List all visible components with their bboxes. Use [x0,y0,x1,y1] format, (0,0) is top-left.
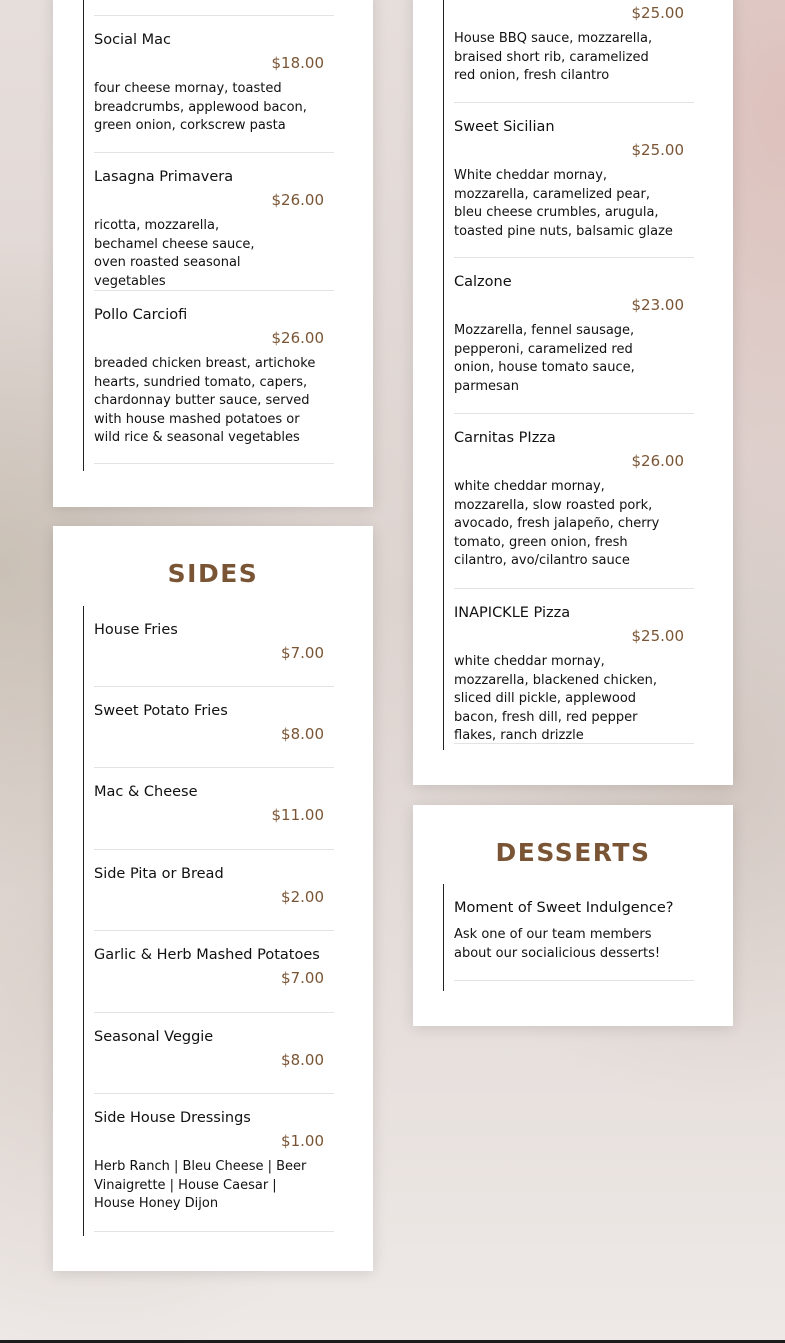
menu-item-name: Carnitas PIzza [454,430,556,446]
menu-item-list [443,0,694,750]
menu-item-name: Pollo Carciofi [94,307,188,323]
menu-item-price: $23.00 [631,296,684,314]
desserts-menu-card [413,805,733,1026]
menu-item-description: Ask one of our team members about our socialicious desserts! [454,927,661,961]
menu-item-description: white cheddar mornay, mozzarella, blackened chicken, sliced dill pickle, applewood bacon, fresh dill, red pepper flakes, ranch drizzle [454,654,657,744]
menu-item-name: Lasagna Primavera [94,169,234,185]
menu-item-list [83,606,334,1236]
menu-item-price: $26.00 [271,329,324,347]
menu-item-name: INAPICKLE Pizza [454,605,571,621]
menu-item-name: Calzone [454,274,512,290]
menu-item-price: $1.00 [281,1132,324,1150]
menu-item-description: Herb Ranch | Bleu Cheese | Beer Vinaigrette | House Caesar | House Honey Dijon [94,1159,307,1212]
menu-item-name: Mac & Cheese [94,784,198,800]
menu-item [454,103,694,258]
sides-menu-card [53,526,373,1271]
section-title: SIDES [167,559,259,588]
menu-item [454,258,694,414]
menu-item [94,687,334,768]
menu-item-list [83,0,334,471]
menu-item-list [443,884,694,991]
menu-item-name: Sweet Potato Fries [94,703,228,719]
menu-item-description: white cheddar mornay, mozzarella, slow roasted pork, avocado, fresh jalapeño, cherry tomato, green onion, fresh cilantro, avo/cilantro sauce [454,479,660,569]
menu-item-name: Sweet Sicilian [454,119,555,135]
menu-item [94,291,334,464]
menu-item [94,606,334,687]
menu-item-name: House Fries [94,622,178,638]
menu-item [94,0,334,16]
menu-item-name: Seasonal Veggie [94,1029,214,1045]
mains-menu-card [53,0,373,507]
menu-item-name: Moment of Sweet Indulgence? [454,900,674,916]
menu-item-name: Side Pita or Bread [94,866,224,882]
pizza-menu-card [413,0,733,785]
menu-item [454,0,694,103]
menu-item-description: House BBQ sauce, mozzarella, braised short rib, caramelized red onion, fresh cilantro [454,31,653,84]
menu-item [454,414,694,589]
section-title: DESSERTS [495,838,651,867]
menu-item-description: breaded chicken breast, artichoke hearts, sundried tomato, capers, chardonnay butter sauce, served with house mashed potatoes or wild rice & seasonal vegetables [94,356,316,446]
menu-item-description: ricotta, mozzarella, bechamel cheese sauce, oven roasted seasonal vegetables [94,218,255,289]
menu-item-price: $2.00 [281,888,324,906]
menu-item-price: $8.00 [281,725,324,743]
menu-item-price: $7.00 [281,969,324,987]
menu-item-price: $26.00 [271,191,324,209]
menu-item [94,16,334,153]
menu-item [454,589,694,744]
menu-item-description: White cheddar mornay, mozzarella, caramelized pear, bleu cheese crumbles, arugula, toasted pine nuts, balsamic glaze [454,168,673,239]
menu-item-description: Mozzarella, fennel sausage, pepperoni, caramelized red onion, house tomato sauce, parmesan [454,323,635,394]
menu-item [454,884,694,981]
menu-item [94,931,334,1013]
menu-item [94,153,334,291]
menu-item [94,1094,334,1232]
menu-item [94,768,334,850]
menu-item-price: $8.00 [281,1051,324,1069]
menu-item-description: four cheese mornay, toasted breadcrumbs, applewood bacon, green onion, corkscrew pasta [94,81,307,134]
menu-item-name: Social Mac [94,32,171,48]
menu-item-name: Side House Dressings [94,1110,251,1126]
menu-item-price: $26.00 [631,452,684,470]
menu-item-name: Garlic & Herb Mashed Potatoes [94,947,320,963]
menu-item-price: $25.00 [631,627,684,645]
menu-item [94,1013,334,1094]
menu-item-price: $25.00 [631,141,684,159]
menu-item-price: $25.00 [631,4,684,22]
menu-item-price: $18.00 [271,54,324,72]
menu-item-price: $11.00 [271,806,324,824]
menu-item-price: $7.00 [281,644,324,662]
menu-item [94,850,334,931]
